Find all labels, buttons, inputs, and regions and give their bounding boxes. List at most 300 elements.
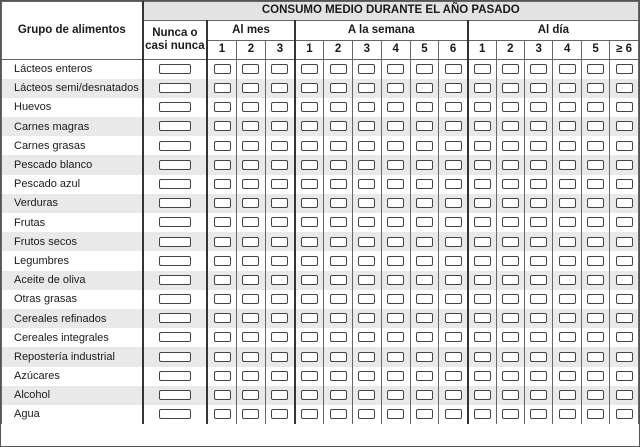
- month-2-checkbox[interactable]: [242, 332, 259, 342]
- day-5-checkbox[interactable]: [587, 313, 604, 323]
- day-4-checkbox[interactable]: [559, 332, 576, 342]
- month-2-checkbox[interactable]: [242, 64, 259, 74]
- week-4-checkbox[interactable]: [387, 371, 404, 381]
- month-3-checkbox[interactable]: [271, 409, 288, 419]
- week-2-checkbox[interactable]: [330, 217, 347, 227]
- day-6-checkbox[interactable]: [616, 352, 633, 362]
- day-4-checkbox[interactable]: [559, 141, 576, 151]
- week-1-checkbox[interactable]: [301, 217, 318, 227]
- day-1-checkbox[interactable]: [474, 313, 491, 323]
- day-1-checkbox[interactable]: [474, 179, 491, 189]
- never-checkbox[interactable]: [159, 64, 191, 74]
- week-2-checkbox[interactable]: [330, 332, 347, 342]
- day-3-checkbox[interactable]: [530, 352, 547, 362]
- week-3-checkbox[interactable]: [358, 217, 375, 227]
- month-2-checkbox[interactable]: [242, 102, 259, 112]
- day-2-checkbox[interactable]: [502, 275, 519, 285]
- day-2-checkbox[interactable]: [502, 160, 519, 170]
- week-1-checkbox[interactable]: [301, 198, 318, 208]
- week-6-checkbox[interactable]: [445, 313, 462, 323]
- never-checkbox[interactable]: [159, 409, 191, 419]
- month-3-checkbox[interactable]: [271, 102, 288, 112]
- never-checkbox[interactable]: [159, 217, 191, 227]
- day-6-checkbox[interactable]: [616, 332, 633, 342]
- week-5-checkbox[interactable]: [416, 141, 433, 151]
- day-2-checkbox[interactable]: [502, 217, 519, 227]
- week-1-checkbox[interactable]: [301, 313, 318, 323]
- week-3-checkbox[interactable]: [358, 256, 375, 266]
- month-1-checkbox[interactable]: [214, 160, 231, 170]
- month-3-checkbox[interactable]: [271, 352, 288, 362]
- week-1-checkbox[interactable]: [301, 64, 318, 74]
- day-4-checkbox[interactable]: [559, 160, 576, 170]
- day-1-checkbox[interactable]: [474, 160, 491, 170]
- week-6-checkbox[interactable]: [445, 409, 462, 419]
- month-2-checkbox[interactable]: [242, 390, 259, 400]
- week-2-checkbox[interactable]: [330, 237, 347, 247]
- month-3-checkbox[interactable]: [271, 256, 288, 266]
- day-4-checkbox[interactable]: [559, 102, 576, 112]
- day-6-checkbox[interactable]: [616, 313, 633, 323]
- day-4-checkbox[interactable]: [559, 121, 576, 131]
- week-2-checkbox[interactable]: [330, 294, 347, 304]
- day-3-checkbox[interactable]: [530, 83, 547, 93]
- day-3-checkbox[interactable]: [530, 198, 547, 208]
- week-3-checkbox[interactable]: [358, 275, 375, 285]
- day-3-checkbox[interactable]: [530, 237, 547, 247]
- week-3-checkbox[interactable]: [358, 102, 375, 112]
- week-3-checkbox[interactable]: [358, 371, 375, 381]
- day-3-checkbox[interactable]: [530, 64, 547, 74]
- day-5-checkbox[interactable]: [587, 256, 604, 266]
- day-2-checkbox[interactable]: [502, 332, 519, 342]
- week-1-checkbox[interactable]: [301, 256, 318, 266]
- week-1-checkbox[interactable]: [301, 275, 318, 285]
- month-1-checkbox[interactable]: [214, 121, 231, 131]
- day-1-checkbox[interactable]: [474, 390, 491, 400]
- day-1-checkbox[interactable]: [474, 352, 491, 362]
- week-4-checkbox[interactable]: [387, 64, 404, 74]
- month-3-checkbox[interactable]: [271, 371, 288, 381]
- week-5-checkbox[interactable]: [416, 352, 433, 362]
- month-1-checkbox[interactable]: [214, 83, 231, 93]
- day-2-checkbox[interactable]: [502, 256, 519, 266]
- week-4-checkbox[interactable]: [387, 83, 404, 93]
- day-1-checkbox[interactable]: [474, 332, 491, 342]
- day-3-checkbox[interactable]: [530, 294, 547, 304]
- day-4-checkbox[interactable]: [559, 83, 576, 93]
- day-5-checkbox[interactable]: [587, 371, 604, 381]
- week-5-checkbox[interactable]: [416, 198, 433, 208]
- month-3-checkbox[interactable]: [271, 64, 288, 74]
- week-1-checkbox[interactable]: [301, 141, 318, 151]
- day-5-checkbox[interactable]: [587, 390, 604, 400]
- never-checkbox[interactable]: [159, 179, 191, 189]
- week-3-checkbox[interactable]: [358, 237, 375, 247]
- week-2-checkbox[interactable]: [330, 102, 347, 112]
- day-6-checkbox[interactable]: [616, 121, 633, 131]
- day-3-checkbox[interactable]: [530, 179, 547, 189]
- week-2-checkbox[interactable]: [330, 390, 347, 400]
- month-1-checkbox[interactable]: [214, 237, 231, 247]
- day-2-checkbox[interactable]: [502, 198, 519, 208]
- week-4-checkbox[interactable]: [387, 102, 404, 112]
- week-2-checkbox[interactable]: [330, 83, 347, 93]
- day-5-checkbox[interactable]: [587, 198, 604, 208]
- day-5-checkbox[interactable]: [587, 332, 604, 342]
- day-5-checkbox[interactable]: [587, 64, 604, 74]
- week-2-checkbox[interactable]: [330, 141, 347, 151]
- week-1-checkbox[interactable]: [301, 237, 318, 247]
- month-2-checkbox[interactable]: [242, 121, 259, 131]
- month-1-checkbox[interactable]: [214, 64, 231, 74]
- month-1-checkbox[interactable]: [214, 409, 231, 419]
- week-2-checkbox[interactable]: [330, 352, 347, 362]
- month-1-checkbox[interactable]: [214, 371, 231, 381]
- week-4-checkbox[interactable]: [387, 141, 404, 151]
- week-6-checkbox[interactable]: [445, 64, 462, 74]
- week-4-checkbox[interactable]: [387, 160, 404, 170]
- never-checkbox[interactable]: [159, 256, 191, 266]
- day-4-checkbox[interactable]: [559, 390, 576, 400]
- month-1-checkbox[interactable]: [214, 179, 231, 189]
- day-6-checkbox[interactable]: [616, 237, 633, 247]
- never-checkbox[interactable]: [159, 141, 191, 151]
- month-1-checkbox[interactable]: [214, 390, 231, 400]
- day-5-checkbox[interactable]: [587, 409, 604, 419]
- week-3-checkbox[interactable]: [358, 352, 375, 362]
- day-4-checkbox[interactable]: [559, 198, 576, 208]
- day-1-checkbox[interactable]: [474, 217, 491, 227]
- day-4-checkbox[interactable]: [559, 256, 576, 266]
- week-5-checkbox[interactable]: [416, 102, 433, 112]
- week-4-checkbox[interactable]: [387, 121, 404, 131]
- week-1-checkbox[interactable]: [301, 409, 318, 419]
- month-3-checkbox[interactable]: [271, 390, 288, 400]
- week-3-checkbox[interactable]: [358, 83, 375, 93]
- day-5-checkbox[interactable]: [587, 102, 604, 112]
- week-4-checkbox[interactable]: [387, 275, 404, 285]
- week-5-checkbox[interactable]: [416, 64, 433, 74]
- week-6-checkbox[interactable]: [445, 217, 462, 227]
- week-5-checkbox[interactable]: [416, 121, 433, 131]
- week-6-checkbox[interactable]: [445, 256, 462, 266]
- month-1-checkbox[interactable]: [214, 332, 231, 342]
- day-3-checkbox[interactable]: [530, 313, 547, 323]
- week-5-checkbox[interactable]: [416, 256, 433, 266]
- day-5-checkbox[interactable]: [587, 160, 604, 170]
- week-4-checkbox[interactable]: [387, 217, 404, 227]
- day-6-checkbox[interactable]: [616, 371, 633, 381]
- never-checkbox[interactable]: [159, 390, 191, 400]
- week-1-checkbox[interactable]: [301, 83, 318, 93]
- day-6-checkbox[interactable]: [616, 179, 633, 189]
- day-2-checkbox[interactable]: [502, 352, 519, 362]
- month-1-checkbox[interactable]: [214, 256, 231, 266]
- week-1-checkbox[interactable]: [301, 371, 318, 381]
- never-checkbox[interactable]: [159, 102, 191, 112]
- day-6-checkbox[interactable]: [616, 275, 633, 285]
- day-3-checkbox[interactable]: [530, 160, 547, 170]
- month-3-checkbox[interactable]: [271, 294, 288, 304]
- day-2-checkbox[interactable]: [502, 121, 519, 131]
- day-5-checkbox[interactable]: [587, 294, 604, 304]
- week-5-checkbox[interactable]: [416, 275, 433, 285]
- week-6-checkbox[interactable]: [445, 275, 462, 285]
- week-5-checkbox[interactable]: [416, 390, 433, 400]
- week-6-checkbox[interactable]: [445, 371, 462, 381]
- day-5-checkbox[interactable]: [587, 121, 604, 131]
- month-2-checkbox[interactable]: [242, 313, 259, 323]
- week-4-checkbox[interactable]: [387, 198, 404, 208]
- week-5-checkbox[interactable]: [416, 294, 433, 304]
- week-1-checkbox[interactable]: [301, 102, 318, 112]
- month-2-checkbox[interactable]: [242, 179, 259, 189]
- day-1-checkbox[interactable]: [474, 198, 491, 208]
- week-2-checkbox[interactable]: [330, 313, 347, 323]
- never-checkbox[interactable]: [159, 352, 191, 362]
- month-2-checkbox[interactable]: [242, 198, 259, 208]
- month-3-checkbox[interactable]: [271, 313, 288, 323]
- day-3-checkbox[interactable]: [530, 256, 547, 266]
- day-4-checkbox[interactable]: [559, 237, 576, 247]
- week-5-checkbox[interactable]: [416, 409, 433, 419]
- week-6-checkbox[interactable]: [445, 198, 462, 208]
- month-1-checkbox[interactable]: [214, 141, 231, 151]
- day-4-checkbox[interactable]: [559, 409, 576, 419]
- week-4-checkbox[interactable]: [387, 294, 404, 304]
- month-2-checkbox[interactable]: [242, 256, 259, 266]
- month-1-checkbox[interactable]: [214, 198, 231, 208]
- month-3-checkbox[interactable]: [271, 141, 288, 151]
- day-1-checkbox[interactable]: [474, 294, 491, 304]
- month-1-checkbox[interactable]: [214, 102, 231, 112]
- day-1-checkbox[interactable]: [474, 141, 491, 151]
- day-5-checkbox[interactable]: [587, 141, 604, 151]
- month-3-checkbox[interactable]: [271, 160, 288, 170]
- never-checkbox[interactable]: [159, 237, 191, 247]
- week-2-checkbox[interactable]: [330, 275, 347, 285]
- week-5-checkbox[interactable]: [416, 371, 433, 381]
- week-4-checkbox[interactable]: [387, 256, 404, 266]
- week-1-checkbox[interactable]: [301, 352, 318, 362]
- day-4-checkbox[interactable]: [559, 64, 576, 74]
- week-3-checkbox[interactable]: [358, 160, 375, 170]
- day-2-checkbox[interactable]: [502, 313, 519, 323]
- day-5-checkbox[interactable]: [587, 352, 604, 362]
- day-5-checkbox[interactable]: [587, 83, 604, 93]
- month-3-checkbox[interactable]: [271, 332, 288, 342]
- week-4-checkbox[interactable]: [387, 313, 404, 323]
- day-2-checkbox[interactable]: [502, 179, 519, 189]
- month-2-checkbox[interactable]: [242, 352, 259, 362]
- day-6-checkbox[interactable]: [616, 64, 633, 74]
- day-3-checkbox[interactable]: [530, 390, 547, 400]
- week-4-checkbox[interactable]: [387, 332, 404, 342]
- day-6-checkbox[interactable]: [616, 217, 633, 227]
- month-3-checkbox[interactable]: [271, 217, 288, 227]
- week-2-checkbox[interactable]: [330, 198, 347, 208]
- never-checkbox[interactable]: [159, 275, 191, 285]
- month-2-checkbox[interactable]: [242, 217, 259, 227]
- week-1-checkbox[interactable]: [301, 332, 318, 342]
- never-checkbox[interactable]: [159, 83, 191, 93]
- month-1-checkbox[interactable]: [214, 217, 231, 227]
- day-1-checkbox[interactable]: [474, 237, 491, 247]
- month-3-checkbox[interactable]: [271, 198, 288, 208]
- month-2-checkbox[interactable]: [242, 237, 259, 247]
- week-1-checkbox[interactable]: [301, 294, 318, 304]
- never-checkbox[interactable]: [159, 294, 191, 304]
- day-4-checkbox[interactable]: [559, 371, 576, 381]
- day-3-checkbox[interactable]: [530, 371, 547, 381]
- week-4-checkbox[interactable]: [387, 352, 404, 362]
- day-2-checkbox[interactable]: [502, 64, 519, 74]
- week-3-checkbox[interactable]: [358, 64, 375, 74]
- day-2-checkbox[interactable]: [502, 141, 519, 151]
- week-5-checkbox[interactable]: [416, 160, 433, 170]
- day-6-checkbox[interactable]: [616, 198, 633, 208]
- week-6-checkbox[interactable]: [445, 83, 462, 93]
- day-4-checkbox[interactable]: [559, 313, 576, 323]
- day-2-checkbox[interactable]: [502, 390, 519, 400]
- month-3-checkbox[interactable]: [271, 237, 288, 247]
- day-4-checkbox[interactable]: [559, 217, 576, 227]
- day-5-checkbox[interactable]: [587, 275, 604, 285]
- week-3-checkbox[interactable]: [358, 313, 375, 323]
- day-3-checkbox[interactable]: [530, 409, 547, 419]
- week-4-checkbox[interactable]: [387, 179, 404, 189]
- day-1-checkbox[interactable]: [474, 256, 491, 266]
- month-2-checkbox[interactable]: [242, 160, 259, 170]
- week-2-checkbox[interactable]: [330, 64, 347, 74]
- day-2-checkbox[interactable]: [502, 237, 519, 247]
- month-3-checkbox[interactable]: [271, 121, 288, 131]
- month-1-checkbox[interactable]: [214, 275, 231, 285]
- week-3-checkbox[interactable]: [358, 141, 375, 151]
- month-2-checkbox[interactable]: [242, 294, 259, 304]
- week-1-checkbox[interactable]: [301, 160, 318, 170]
- never-checkbox[interactable]: [159, 313, 191, 323]
- week-3-checkbox[interactable]: [358, 294, 375, 304]
- week-4-checkbox[interactable]: [387, 390, 404, 400]
- day-6-checkbox[interactable]: [616, 160, 633, 170]
- week-6-checkbox[interactable]: [445, 141, 462, 151]
- week-2-checkbox[interactable]: [330, 179, 347, 189]
- week-2-checkbox[interactable]: [330, 256, 347, 266]
- day-3-checkbox[interactable]: [530, 121, 547, 131]
- day-6-checkbox[interactable]: [616, 83, 633, 93]
- month-1-checkbox[interactable]: [214, 313, 231, 323]
- month-1-checkbox[interactable]: [214, 294, 231, 304]
- week-6-checkbox[interactable]: [445, 179, 462, 189]
- day-1-checkbox[interactable]: [474, 102, 491, 112]
- day-1-checkbox[interactable]: [474, 409, 491, 419]
- week-5-checkbox[interactable]: [416, 237, 433, 247]
- never-checkbox[interactable]: [159, 160, 191, 170]
- week-5-checkbox[interactable]: [416, 83, 433, 93]
- week-6-checkbox[interactable]: [445, 237, 462, 247]
- month-3-checkbox[interactable]: [271, 179, 288, 189]
- week-5-checkbox[interactable]: [416, 217, 433, 227]
- day-2-checkbox[interactable]: [502, 83, 519, 93]
- week-1-checkbox[interactable]: [301, 121, 318, 131]
- day-3-checkbox[interactable]: [530, 217, 547, 227]
- day-4-checkbox[interactable]: [559, 294, 576, 304]
- week-5-checkbox[interactable]: [416, 313, 433, 323]
- week-5-checkbox[interactable]: [416, 332, 433, 342]
- week-5-checkbox[interactable]: [416, 179, 433, 189]
- day-1-checkbox[interactable]: [474, 121, 491, 131]
- month-3-checkbox[interactable]: [271, 83, 288, 93]
- day-1-checkbox[interactable]: [474, 275, 491, 285]
- day-6-checkbox[interactable]: [616, 294, 633, 304]
- day-2-checkbox[interactable]: [502, 102, 519, 112]
- month-3-checkbox[interactable]: [271, 275, 288, 285]
- day-4-checkbox[interactable]: [559, 275, 576, 285]
- day-4-checkbox[interactable]: [559, 352, 576, 362]
- day-6-checkbox[interactable]: [616, 141, 633, 151]
- week-4-checkbox[interactable]: [387, 409, 404, 419]
- week-6-checkbox[interactable]: [445, 390, 462, 400]
- month-1-checkbox[interactable]: [214, 352, 231, 362]
- never-checkbox[interactable]: [159, 371, 191, 381]
- week-2-checkbox[interactable]: [330, 160, 347, 170]
- week-6-checkbox[interactable]: [445, 102, 462, 112]
- week-3-checkbox[interactable]: [358, 179, 375, 189]
- day-5-checkbox[interactable]: [587, 217, 604, 227]
- week-1-checkbox[interactable]: [301, 179, 318, 189]
- day-2-checkbox[interactable]: [502, 371, 519, 381]
- week-6-checkbox[interactable]: [445, 121, 462, 131]
- week-4-checkbox[interactable]: [387, 237, 404, 247]
- never-checkbox[interactable]: [159, 198, 191, 208]
- day-2-checkbox[interactable]: [502, 294, 519, 304]
- week-6-checkbox[interactable]: [445, 332, 462, 342]
- day-5-checkbox[interactable]: [587, 237, 604, 247]
- week-2-checkbox[interactable]: [330, 371, 347, 381]
- day-1-checkbox[interactable]: [474, 64, 491, 74]
- never-checkbox[interactable]: [159, 121, 191, 131]
- week-2-checkbox[interactable]: [330, 409, 347, 419]
- week-6-checkbox[interactable]: [445, 294, 462, 304]
- day-3-checkbox[interactable]: [530, 332, 547, 342]
- month-2-checkbox[interactable]: [242, 275, 259, 285]
- month-2-checkbox[interactable]: [242, 141, 259, 151]
- week-1-checkbox[interactable]: [301, 390, 318, 400]
- day-1-checkbox[interactable]: [474, 83, 491, 93]
- day-4-checkbox[interactable]: [559, 179, 576, 189]
- day-6-checkbox[interactable]: [616, 256, 633, 266]
- week-3-checkbox[interactable]: [358, 198, 375, 208]
- day-5-checkbox[interactable]: [587, 179, 604, 189]
- week-2-checkbox[interactable]: [330, 121, 347, 131]
- month-2-checkbox[interactable]: [242, 409, 259, 419]
- week-3-checkbox[interactable]: [358, 121, 375, 131]
- day-2-checkbox[interactable]: [502, 409, 519, 419]
- day-6-checkbox[interactable]: [616, 409, 633, 419]
- day-3-checkbox[interactable]: [530, 141, 547, 151]
- week-3-checkbox[interactable]: [358, 390, 375, 400]
- week-3-checkbox[interactable]: [358, 409, 375, 419]
- month-2-checkbox[interactable]: [242, 83, 259, 93]
- day-6-checkbox[interactable]: [616, 102, 633, 112]
- day-3-checkbox[interactable]: [530, 275, 547, 285]
- week-6-checkbox[interactable]: [445, 352, 462, 362]
- month-2-checkbox[interactable]: [242, 371, 259, 381]
- week-6-checkbox[interactable]: [445, 160, 462, 170]
- day-3-checkbox[interactable]: [530, 102, 547, 112]
